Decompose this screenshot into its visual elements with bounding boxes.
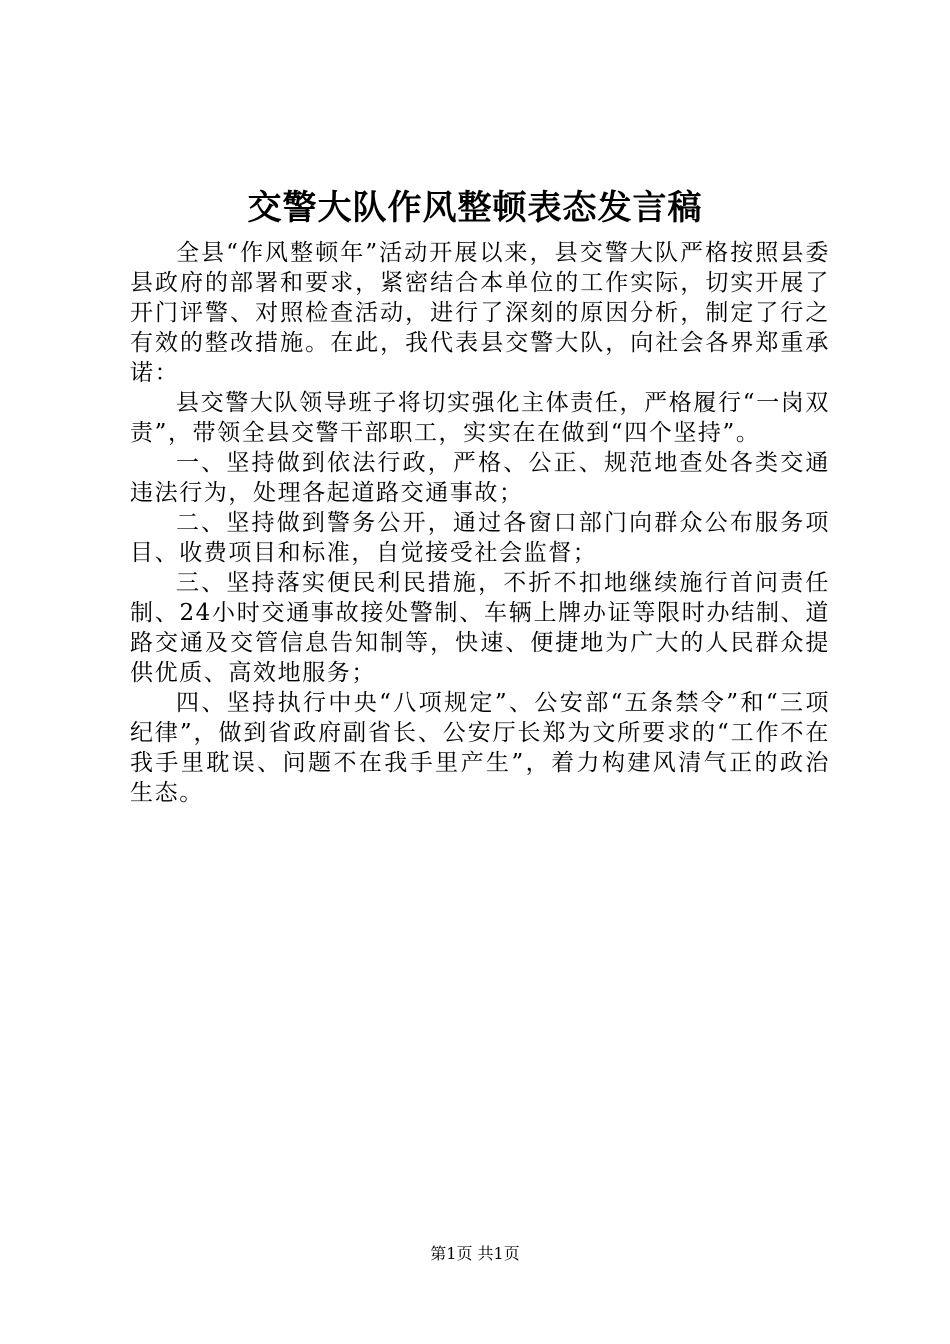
paragraph-intro: 全县“作风整顿年”活动开展以来，县交警大队严格按照县委县政府的部署和要求，紧密结合本单位的工作实际，切实开展了开门评警、对照检查活动，进行了深刻的原因分析，制定了行之有效的整改措施。在此，我代表县交警大队，向社会各界郑重承诺： [130, 240, 830, 386]
page-footer: 第1页 共1页 [430, 1244, 520, 1263]
paragraph-item-1: 一、坚持做到依法行政，严格、公正、规范地查处各类交通违法行为，处理各起道路交通事故； [130, 450, 830, 506]
document-body [130, 238, 830, 808]
paragraph-item-4: 四、坚持执行中央“八项规定”、公安部“五条禁令”和“三项纪律”，做到省政府副省长、公安厅长郑为文所要求的“工作不在我手里耽误、问题不在我手里产生”，着力构建风清气正的政治生态。 [130, 690, 830, 806]
paragraph-item-3: 三、坚持落实便民利民措施，不折不扣地继续施行首问责任制、24小时交通事故接处警制、车辆上牌办证等限时办结制、道路交通及交管信息告知制等，快速、便捷地为广大的人民群众提供优质、高效地服务； [130, 570, 830, 686]
paragraph-item-2: 二、坚持做到警务公开，通过各窗口部门向群众公布服务项目、收费项目和标准，自觉接受社会监督； [130, 510, 830, 566]
document-title: 交警大队作风整顿表态发言稿 [247, 188, 703, 228]
paragraph-commitment: 县交警大队领导班子将切实强化主体责任，严格履行“一岗双责”，带领全县交警干部职工，实实在在做到“四个坚持”。 [130, 390, 830, 446]
